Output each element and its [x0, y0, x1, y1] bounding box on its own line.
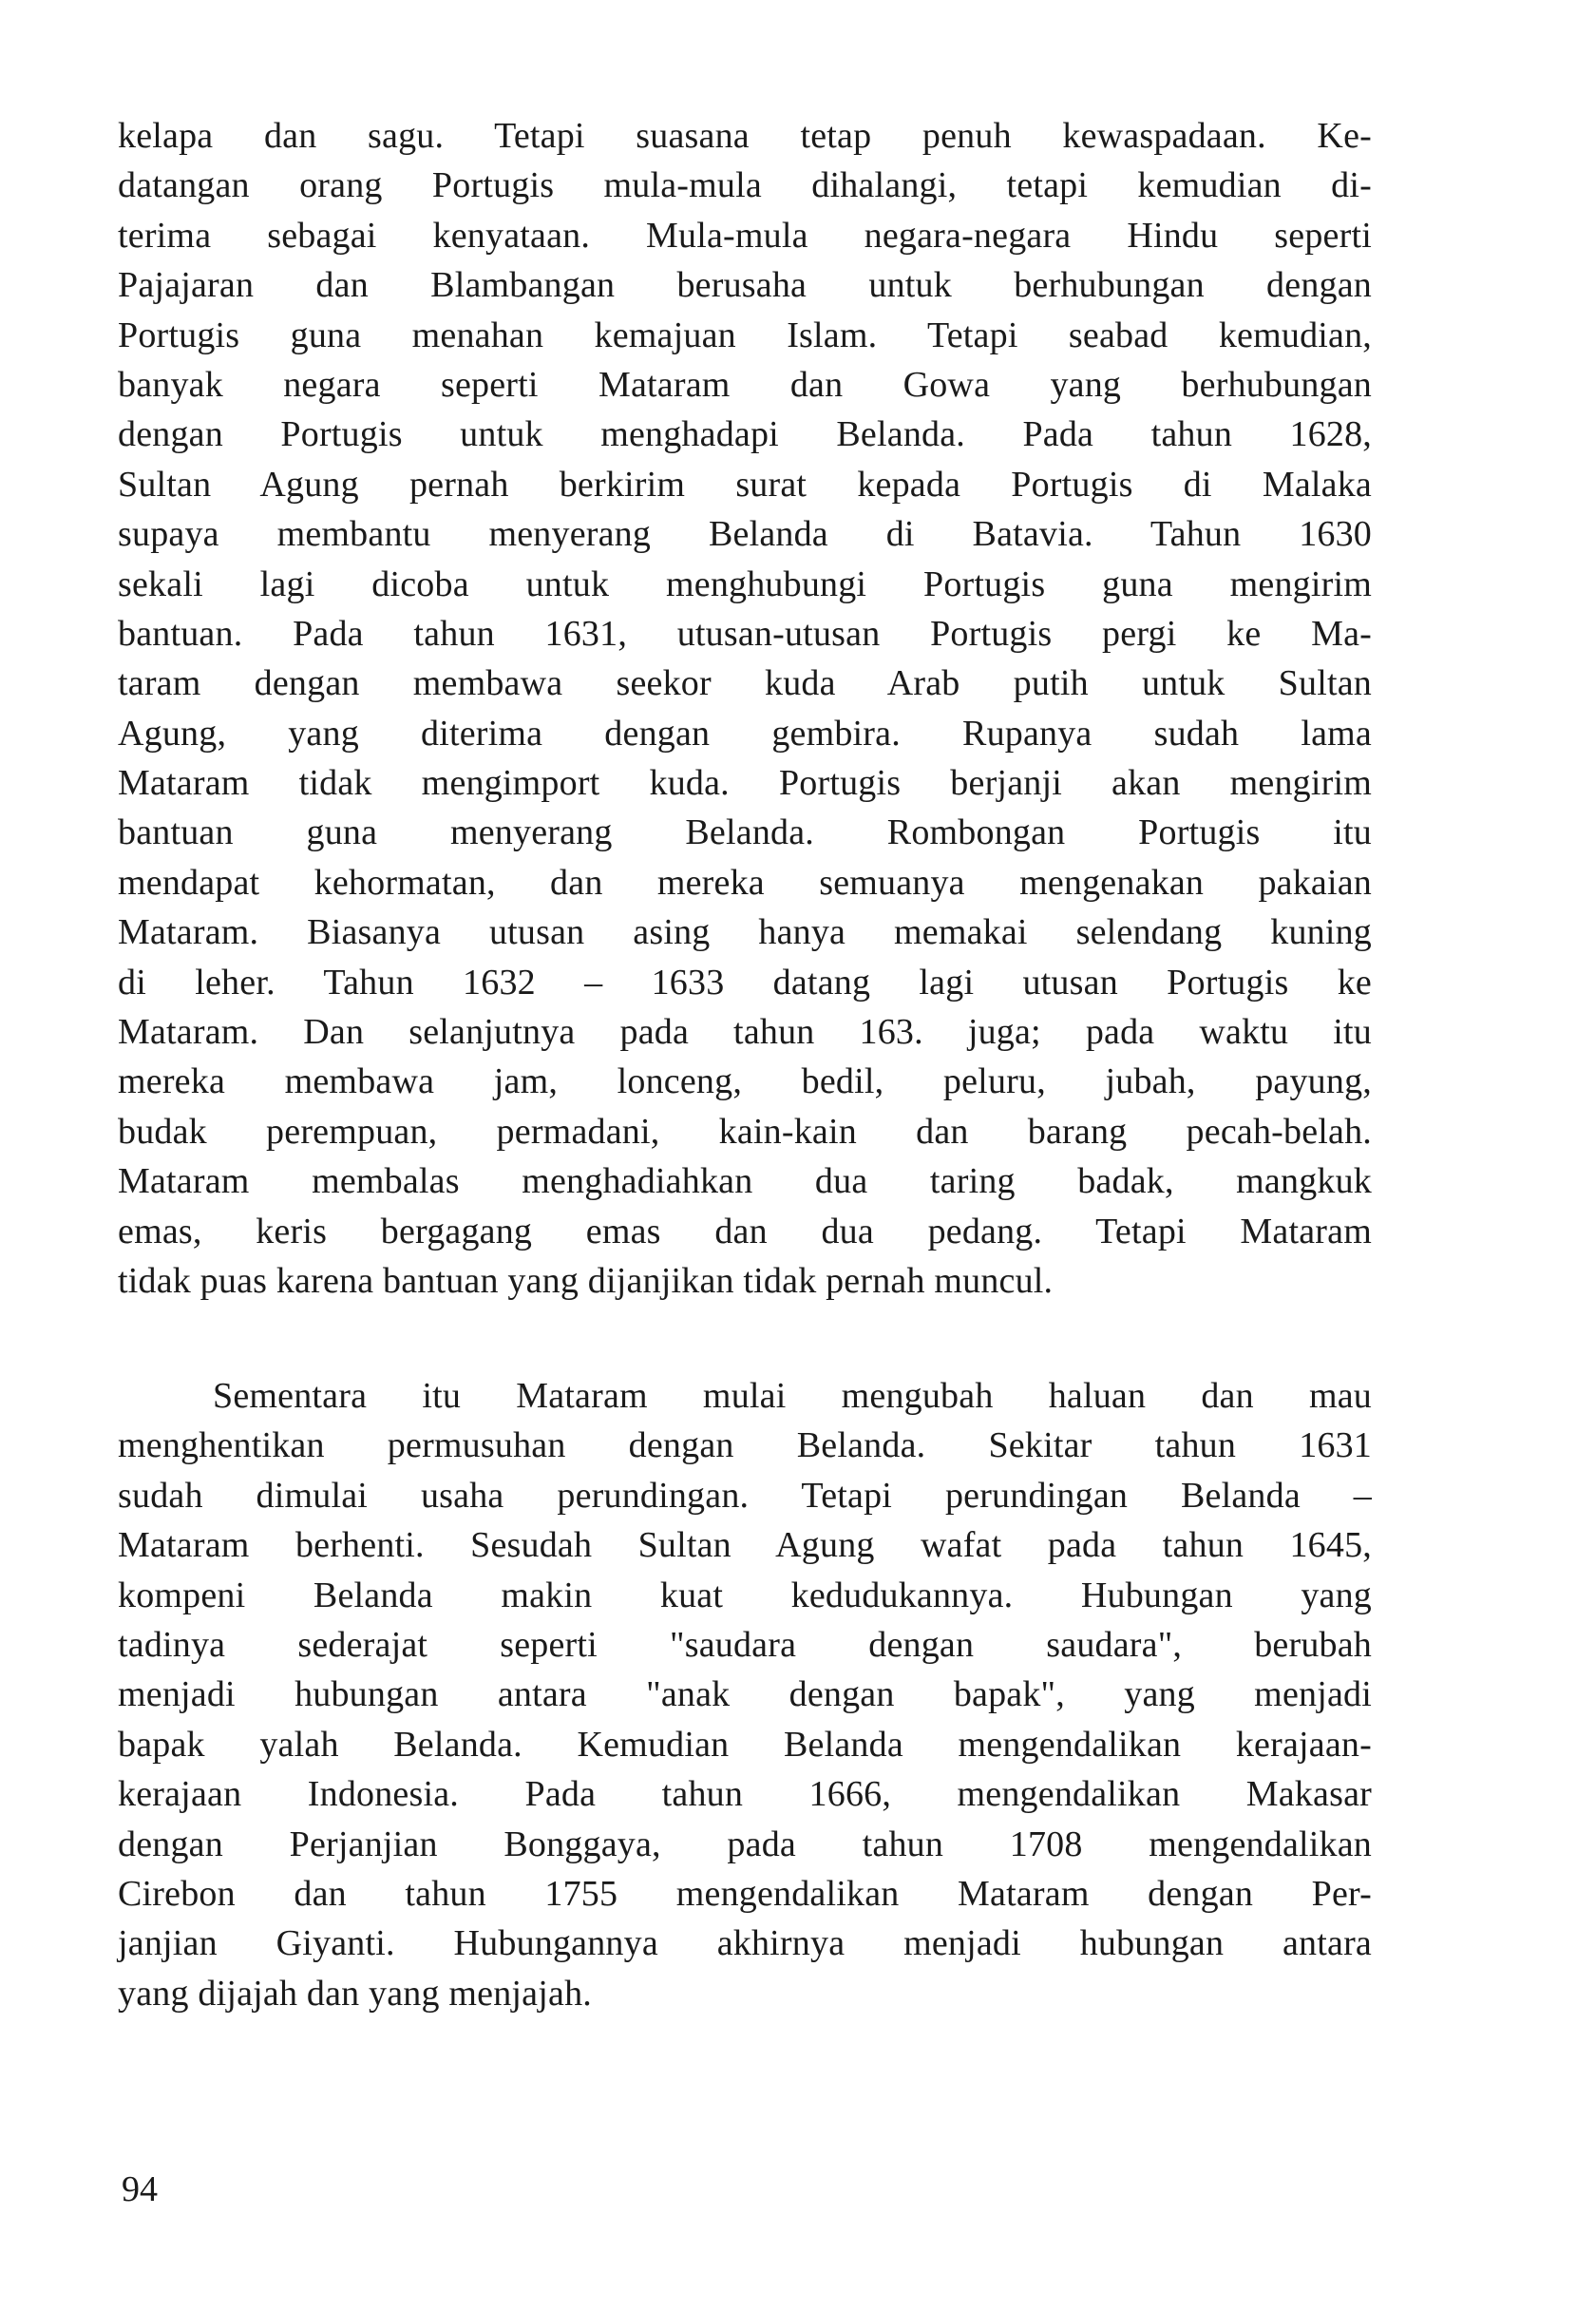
text-line: Cirebon dan tahun 1755 mengendalikan Mataram dengan Per- — [118, 1873, 1372, 1914]
text-line: Mataram. Biasanya utusan asing hanya memakai selendang kuning — [118, 912, 1372, 953]
text-line: yang dijajah dan yang menjajah. — [118, 1973, 592, 2014]
text-line: dengan Portugis untuk menghadapi Belanda. Pada tahun 1628, — [118, 414, 1372, 455]
text-line: datangan orang Portugis mula-mula dihalangi, tetapi kemudian di- — [118, 165, 1372, 206]
text-line: kerajaan Indonesia. Pada tahun 1666, mengendalikan Makasar — [118, 1774, 1372, 1815]
text-line: mendapat kehormatan, dan mereka semuanya mengenakan pakaian — [118, 862, 1372, 903]
text-line: menghentikan permusuhan dengan Belanda. Sekitar tahun 1631 — [118, 1425, 1372, 1466]
text-line: Mataram berhenti. Sesudah Sultan Agung wafat pada tahun 1645, — [118, 1525, 1372, 1566]
text-line: supaya membantu menyerang Belanda di Batavia. Tahun 1630 — [118, 514, 1372, 555]
text-line: terima sebagai kenyataan. Mula-mula negara-negara Hindu seperti — [118, 215, 1372, 256]
text-line: emas, keris bergagang emas dan dua pedang. Tetapi Mataram — [118, 1211, 1372, 1251]
paragraph-1 — [118, 111, 1372, 1306]
text-line: tidak puas karena bantuan yang dijanjikan tidak pernah muncul. — [118, 1260, 1054, 1301]
text-line: Sultan Agung pernah berkirim surat kepada Portugis di Malaka — [118, 464, 1372, 505]
text-line: banyak negara seperti Mataram dan Gowa yang berhubungan — [118, 364, 1372, 405]
paragraph-2 — [118, 1371, 1372, 2018]
text-line: kelapa dan sagu. Tetapi suasana tetap penuh kewaspadaan. Ke- — [118, 116, 1372, 156]
text-line: di leher. Tahun 1632 – 1633 datang lagi utusan Portugis ke — [118, 962, 1372, 1003]
text-line: mereka membawa jam, lonceng, bedil, peluru, jubah, payung, — [118, 1061, 1372, 1102]
text-line: kompeni Belanda makin kuat kedudukannya. Hubungan yang — [118, 1575, 1372, 1615]
text-line: janjian Giyanti. Hubungannya akhirnya menjadi hubungan antara — [118, 1923, 1372, 1964]
text-line: budak perempuan, permadani, kain-kain dan barang pecah-belah. — [118, 1111, 1372, 1152]
text-line: tadinya sederajat seperti "saudara dengan saudara", berubah — [118, 1624, 1372, 1665]
text-line: Sementara itu Mataram mulai mengubah haluan dan mau — [213, 1376, 1372, 1416]
text-line: Mataram tidak mengimport kuda. Portugis berjanji akan mengirim — [118, 763, 1372, 804]
text-line: sudah dimulai usaha perundingan. Tetapi perundingan Belanda – — [118, 1475, 1372, 1516]
text-line: menjadi hubungan antara "anak dengan bapak", yang menjadi — [118, 1674, 1372, 1715]
text-line: bantuan. Pada tahun 1631, utusan-utusan Portugis pergi ke Ma- — [118, 613, 1372, 654]
text-line: Mataram membalas menghadiahkan dua taring badak, mangkuk — [118, 1161, 1372, 1202]
text-line: bapak yalah Belanda. Kemudian Belanda mengendalikan kerajaan- — [118, 1724, 1372, 1765]
text-line: taram dengan membawa seekor kuda Arab putih untuk Sultan — [118, 663, 1372, 704]
text-line: Portugis guna menahan kemajuan Islam. Tetapi seabad kemudian, — [118, 315, 1372, 355]
text-line: dengan Perjanjian Bonggaya, pada tahun 1708 mengendalikan — [118, 1824, 1372, 1864]
text-line: Mataram. Dan selanjutnya pada tahun 163. juga; pada waktu itu — [118, 1012, 1372, 1053]
text-line: Agung, yang diterima dengan gembira. Rupanya sudah lama — [118, 713, 1372, 754]
text-line: bantuan guna menyerang Belanda. Rombongan Portugis itu — [118, 812, 1372, 853]
text-line: sekali lagi dicoba untuk menghubungi Portugis guna mengirim — [118, 563, 1372, 604]
text-line: Pajajaran dan Blambangan berusaha untuk berhubungan dengan — [118, 265, 1372, 306]
page-number: 94 — [122, 2169, 158, 2209]
